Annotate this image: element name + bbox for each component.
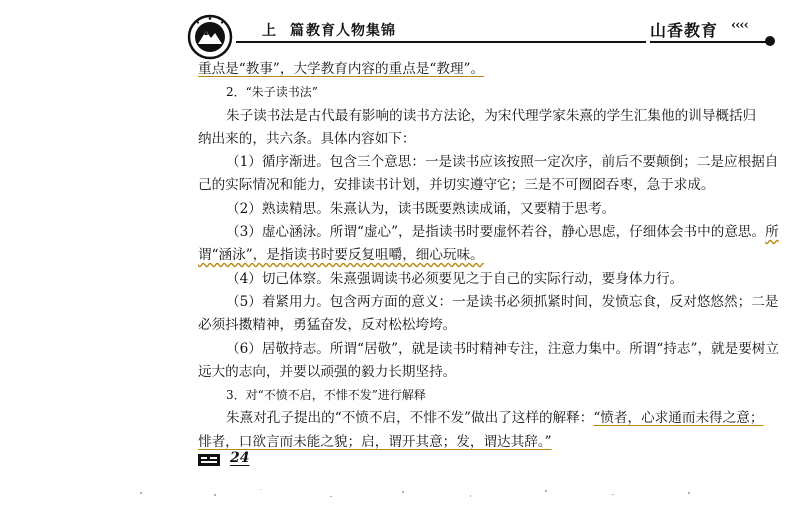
text-line: 重点是“教事”，大学教育内容的重点是“教理”。: [198, 61, 485, 77]
text-line: 必须抖擞精神，勇猛奋发，反对松松垮垮。: [198, 317, 457, 334]
header-brand: 山香教育: [650, 21, 719, 40]
page-number: 24: [230, 450, 250, 466]
subheading: 3．对“不愤不启，不悱不发”进行解释: [226, 388, 426, 403]
text-line: 己的实际情况和能力，安排读书计划，并切实遵守它；三是不可囫囵吞枣，急于求成。: [198, 177, 715, 194]
text-line: （5）着紧用力。包含两方面的意义：一是读书必须抓紧时间，发愤忘食，反对悠悠然；二是: [226, 293, 779, 310]
header-rule-right: [650, 41, 770, 43]
body-text: [198, 58, 780, 454]
underlined-text: “愤者，心求通而未得之意；: [593, 410, 764, 427]
text-line: [198, 221, 779, 244]
text-span: （3）虚心涵泳。所谓“虚心”，是指读书时要虚怀若谷，静心思虑，仔细体会书中的意思。: [226, 224, 766, 241]
header-rule-dot-icon: [765, 36, 775, 46]
text-line: （6）居敬持志。所谓“居敬”，就是读书时精神专注，注意力集中。所谓“持志”，就是要树立: [226, 340, 780, 357]
header-rule: [236, 41, 646, 43]
subheading: 2．“朱子读书法”: [226, 85, 318, 100]
text-line: [198, 407, 764, 430]
underlined-text: 谓“涵泳”，是指读书时要反复咀嚼，细心玩味。: [198, 247, 484, 264]
text-line: （4）切己体察。朱熹强调读书必须要见之于自己的实际行动，要身体力行。: [226, 270, 684, 287]
text-span: 朱熹对孔子提出的“不愤不启，不悱不发”做出了这样的解释：: [226, 410, 594, 427]
text-line: （2）熟读精思。朱熹认为，读书既要熟读成诵，又要精于思考。: [226, 200, 616, 217]
text-line: 纳出来的，共六条。具体内容如下：: [198, 130, 416, 147]
text-line: （1）循序渐进。包含三个意思：一是读书应该按照一定次序，前后不要颠倒；二是应根据自: [226, 154, 779, 171]
underlined-text: 悱者，口欲言而未能之貌；启，谓开其意；发，谓达其辞。”: [198, 433, 552, 450]
text-line: 远大的志向，并要以顽强的毅力长期坚持。: [198, 363, 457, 380]
header-chapter-title: 教育人物集锦: [306, 23, 396, 39]
text-line: 朱子读书法是古代最有影响的读书方法论，为宋代理学家朱熹的学生汇集他的训导概括归: [226, 107, 757, 124]
book-icon: [198, 453, 220, 467]
school-seal-logo: [187, 14, 233, 60]
underlined-text: 所: [765, 224, 779, 241]
header-chevron-marks: ‹‹‹‹: [731, 18, 748, 33]
header-section-label: 上 篇: [262, 23, 304, 39]
